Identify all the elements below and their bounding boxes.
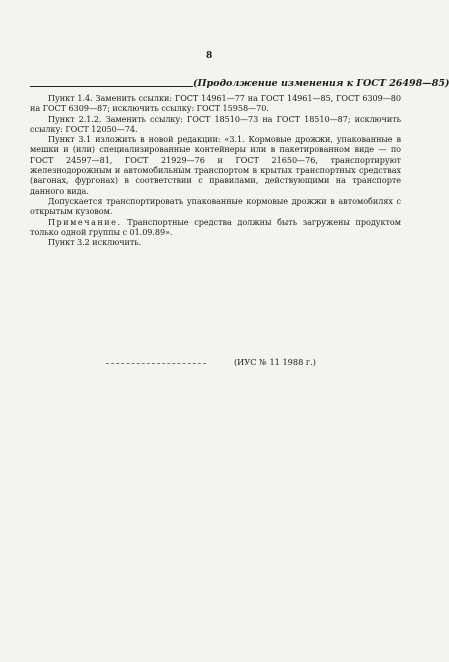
footer xyxy=(0,357,422,367)
note-label: Примечание. xyxy=(48,216,122,227)
paragraph-open-body: Допускается транспортировать упакованные кормовые дрожжи в автомобилях с открытым кузовом. xyxy=(30,195,401,217)
note-paragraph xyxy=(30,217,401,238)
paragraph-2-1-2: Пункт 2.1.2. Заменить ссылку: ГОСТ 18510—73 на ГОСТ 18510—87; исключить ссылку: ГОСТ 12050—74. xyxy=(30,113,401,134)
paragraph-3-2: Пункт 3.2 исключить. xyxy=(48,237,142,248)
document-body xyxy=(30,93,401,247)
header-rule xyxy=(30,86,193,87)
continuation-header: (Продолжение изменения к ГОСТ 26498—85) xyxy=(193,78,449,89)
issue-reference: (ИУС № 11 1988 г.) xyxy=(233,357,316,367)
paragraph-1-4: Пункт 1.4. Заменить ссылки: ГОСТ 14961—77 на ГОСТ 14961—85, ГОСТ 6309—80 на ГОСТ 6309—87; исключить ссылку: ГОСТ 15958—70. xyxy=(30,93,401,114)
page-number: 8 xyxy=(206,51,213,61)
footer-divider xyxy=(106,363,206,364)
paragraph-3-1: Пункт 3.1 изложить в новой редакции: «3.1. Кормовые дрожжи, упакованные в мешки и (или) специализированные контейнеры или в пакетированном виде — по ГОСТ 24597—81, ГОСТ 21929—76 и ГОСТ 21650—76, транспортируют железнодорожным и автомобильным транспортом в крытых транспортных средствах (вагонах, фургонах) в соответствии с правилами, действующими на транспорте данного вида. xyxy=(30,134,401,196)
note-text: Транспортные средства должны быть загружены продуктом только одной группы с 01.09.89». xyxy=(30,216,401,237)
